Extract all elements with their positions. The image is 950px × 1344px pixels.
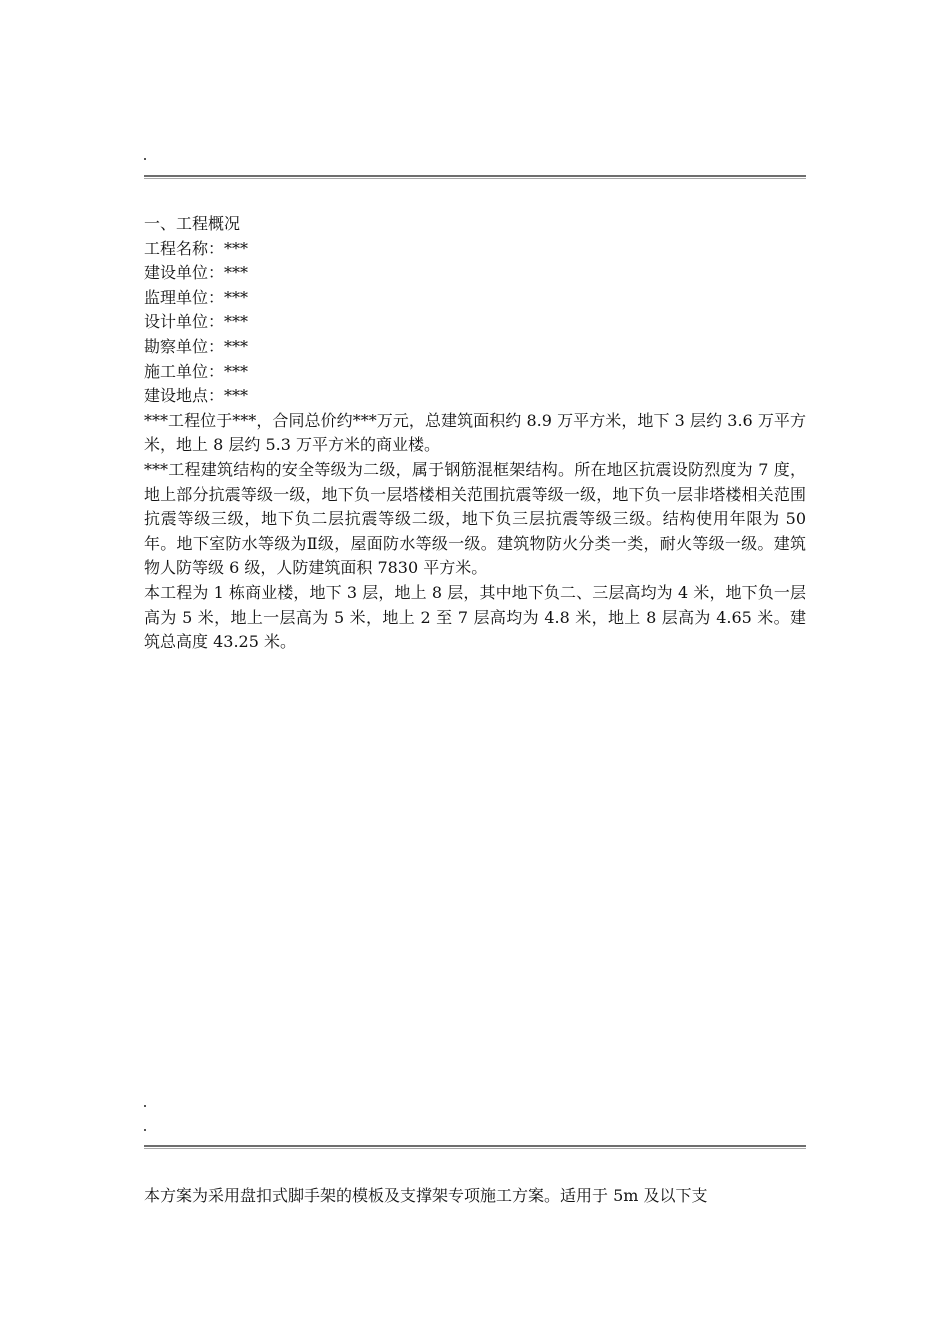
project-overview-section <box>144 212 806 655</box>
scheme-paragraph: 本方案为采用盘扣式脚手架的模板及支撑架专项施工方案。适用于 5m 及以下支 <box>144 1186 708 1205</box>
section-heading: 一、工程概况 <box>144 214 241 233</box>
header-rule-2 <box>144 1145 806 1149</box>
header-mark <box>144 158 146 160</box>
contractor-line: 施工单位：*** <box>144 361 249 381</box>
designer-line: 设计单位：*** <box>144 312 249 332</box>
location-line: 建设地点：*** <box>144 386 249 406</box>
structure-paragraph: ***工程建筑结构的安全等级为二级，属于钢筋混框架结构。所在地区抗震设防烈度为 7 度，地上部分抗震等级一级，地下负一层塔楼相关范围抗震等级一级，地下负一层非塔楼相关范围抗震等级三级，地下负二层抗震等级二级，地下负三层抗震等级三级。结构使用年限为 50 年。地下室防水等级为Ⅱ级，屋面防水等级一级。建筑物防火分类一类，耐火等级一级。建筑物人防等级 6 级，人防建筑面积 7830 平方米。 <box>144 459 806 578</box>
developer-line: 建设单位：*** <box>144 263 249 283</box>
footer-mark <box>144 1105 146 1107</box>
header-rule <box>144 175 806 179</box>
header-mark-2 <box>144 1129 146 1131</box>
project-name-line: 工程名称：*** <box>144 238 249 258</box>
supervisor-line: 监理单位：*** <box>144 287 249 307</box>
floors-paragraph: 本工程为 1 栋商业楼，地下 3 层，地上 8 层，其中地下负二、三层高均为 4 米，地下负一层高为 5 米，地上一层高为 5 米，地上 2 至 7 层高均为 4.8 米，地上 8 层高为 4.65 米。建筑总高度 43.25 米。 <box>144 582 806 652</box>
scheme-section <box>144 1184 806 1209</box>
overview-paragraph: ***工程位于***，合同总价约***万元，总建筑面积约 8.9 万平方米，地下 3 层约 3.6 万平方米，地上 8 层约 5.3 万平方米的商业楼。 <box>144 410 806 455</box>
surveyor-line: 勘察单位：*** <box>144 336 249 356</box>
